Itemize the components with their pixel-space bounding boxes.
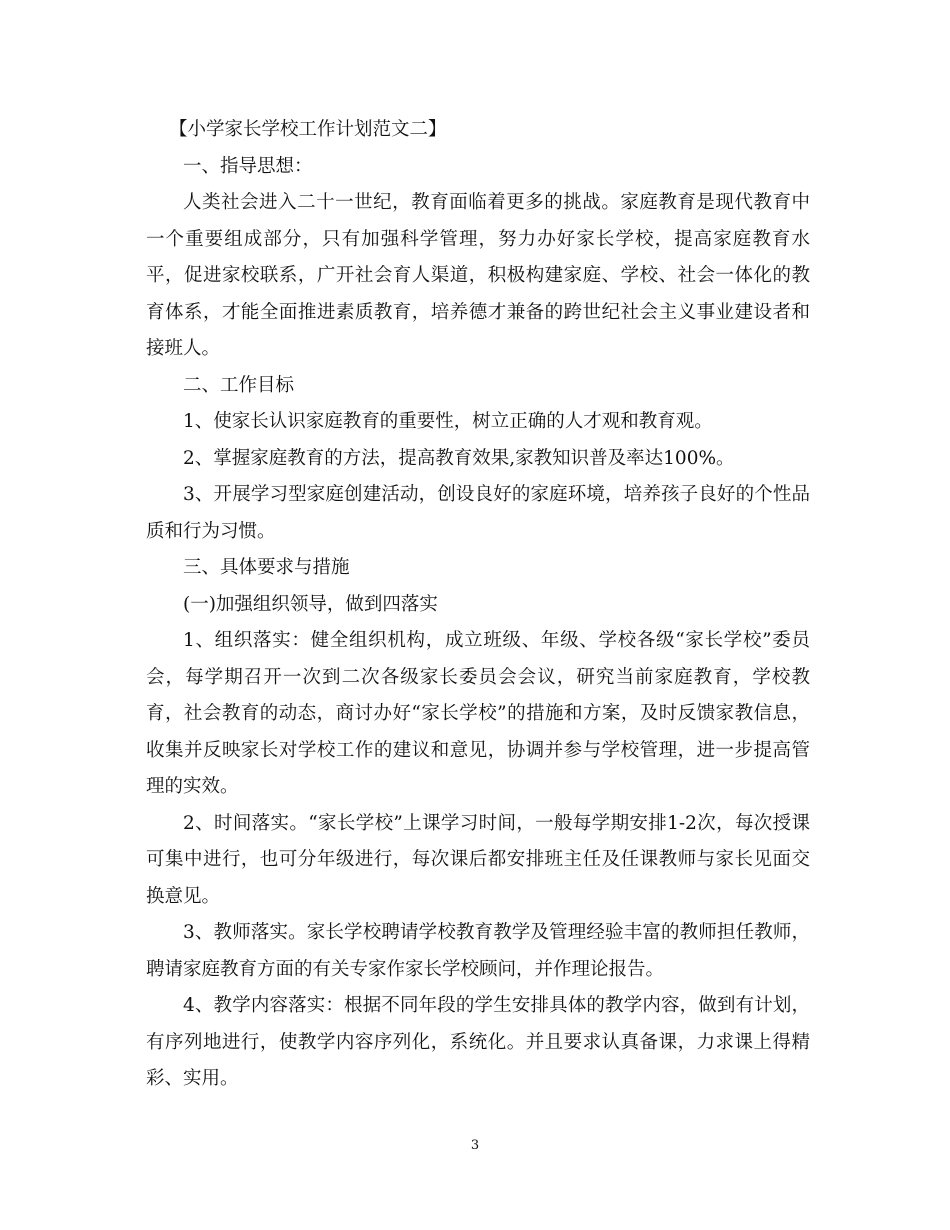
document-body bbox=[146, 112, 810, 1098]
subsection-heading-organization: (一)加强组织领导，做到四落实 bbox=[183, 593, 438, 615]
section-heading-requirements: 三、具体要求与措施 bbox=[183, 557, 350, 578]
goal-item-1: 1、使家长认识家庭教育的重要性，树立正确的人才观和教育观。 bbox=[183, 411, 713, 432]
section-heading-work-goals: 二、工作目标 bbox=[183, 374, 295, 396]
paragraph-guiding-thought: 人类社会进入二十一世纪，教育面临着更多的挑战。家庭教育是现代教育中一个重要组成部分，只有加强科学管理，努力办好家长学校，提高家庭教育水平，促进家校联系，广开社会育人渠道，积极构建家庭、学校、社会一体化的教育体系，才能全面推进素质教育，培养德才兼备的跨世纪社会主义事业建设者和接班人。 bbox=[146, 192, 810, 359]
section-heading-guiding-thought: 一、指导思想： bbox=[183, 155, 313, 177]
measure-item-1: 1、组织落实：健全组织机构，成立班级、年级、学校各级“家长学校”委员会，每学期召开一次到二次各级家长委员会会议，研究当前家庭教育，学校教育，社会教育的动态，商讨办好“家长学校”的措施和方案，及时反馈家教信息，收集并反映家长对学校工作的建议和意见，协调并参与学校管理，进一步提高管理的实效。 bbox=[146, 630, 810, 797]
page-number: 3 bbox=[470, 1138, 480, 1153]
measure-item-2: 2、时间落实。“家长学校”上课学习时间，一般每学期安排1-2次，每次授课可集中进行，也可分年级进行，每次课后都安排班主任及任课教师与家长见面交换意见。 bbox=[146, 812, 810, 907]
goal-item-3: 3、开展学习型家庭创建活动，创设良好的家庭环境，培养孩子良好的个性品质和行为习惯。 bbox=[146, 484, 810, 542]
measure-item-4: 4、教学内容落实：根据不同年段的学生安排具体的教学内容，做到有计划，有序列地进行，使教学内容序列化，系统化。并且要求认真备课，力求课上得精彩、实用。 bbox=[146, 995, 810, 1089]
goal-item-2: 2、掌握家庭教育的方法，提高教育效果,家教知识普及率达100%。 bbox=[183, 447, 735, 469]
measure-item-3: 3、教师落实。家长学校聘请学校教育教学及管理经验丰富的教师担任教师，聘请家庭教育方面的有关专家作家长学校顾问，并作理论报告。 bbox=[146, 922, 810, 980]
document-title: 【小学家长学校工作计划范文二】 bbox=[169, 119, 447, 140]
